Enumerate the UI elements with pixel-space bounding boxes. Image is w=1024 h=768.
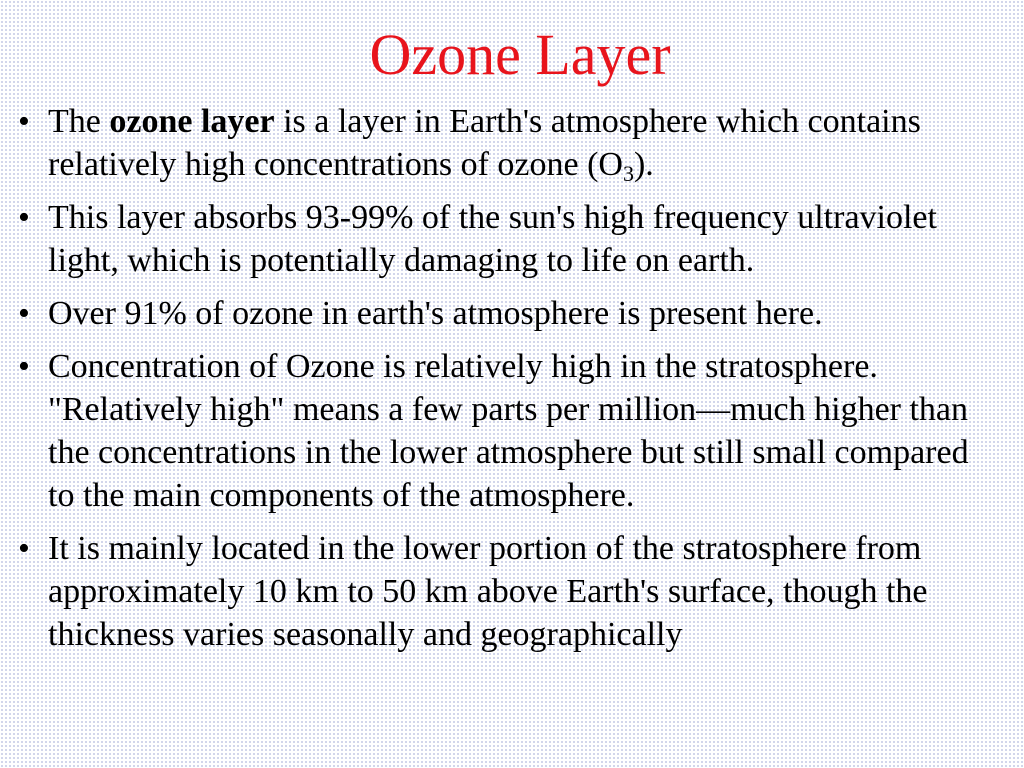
- bullet-text-post: is a layer in Earth's atmosphere which contains relatively high concentrations of ozone (O: [48, 103, 921, 183]
- slide-title: Ozone Layer: [369, 22, 671, 87]
- bullet-dot-icon: •: [18, 530, 30, 567]
- bullet-item-concentration: [10, 345, 1000, 517]
- bullet-list: [10, 100, 1000, 666]
- bullet-item-ozone-share: [10, 292, 1000, 335]
- bullet-text: Concentration of Ozone is relatively high in the stratosphere. "Relatively high" means a few parts per million—much higher than the concentrations in the lower atmosphere but still small compared to the main components of the atmosphere.: [48, 348, 969, 514]
- bullet-text: This layer absorbs 93-99% of the sun's high frequency ultraviolet light, which is potentially damaging to life on earth.: [48, 199, 937, 279]
- bullet-item-ozone-layer-definition: [10, 100, 1000, 186]
- bullet-text: Over 91% of ozone in earth's atmosphere is present here.: [48, 295, 823, 332]
- bullet-dot-icon: •: [18, 103, 30, 140]
- bullet-item-uv-absorption: [10, 196, 1000, 282]
- bullet-text-pre: The: [48, 103, 110, 140]
- bullet-text: It is mainly located in the lower portion of the stratosphere from approximately 10 km to 50 km above Earth's surface, though the thickness varies seasonally and geographically: [48, 530, 928, 653]
- bullet-item-location: [10, 527, 1000, 656]
- bullet-text-end: ).: [633, 146, 654, 183]
- bullet-text-bold-term: ozone layer: [109, 103, 275, 140]
- bullet-dot-icon: •: [18, 348, 30, 385]
- ozone-subscript: 3: [622, 161, 634, 186]
- bullet-dot-icon: •: [18, 295, 30, 332]
- bullet-dot-icon: •: [18, 199, 30, 236]
